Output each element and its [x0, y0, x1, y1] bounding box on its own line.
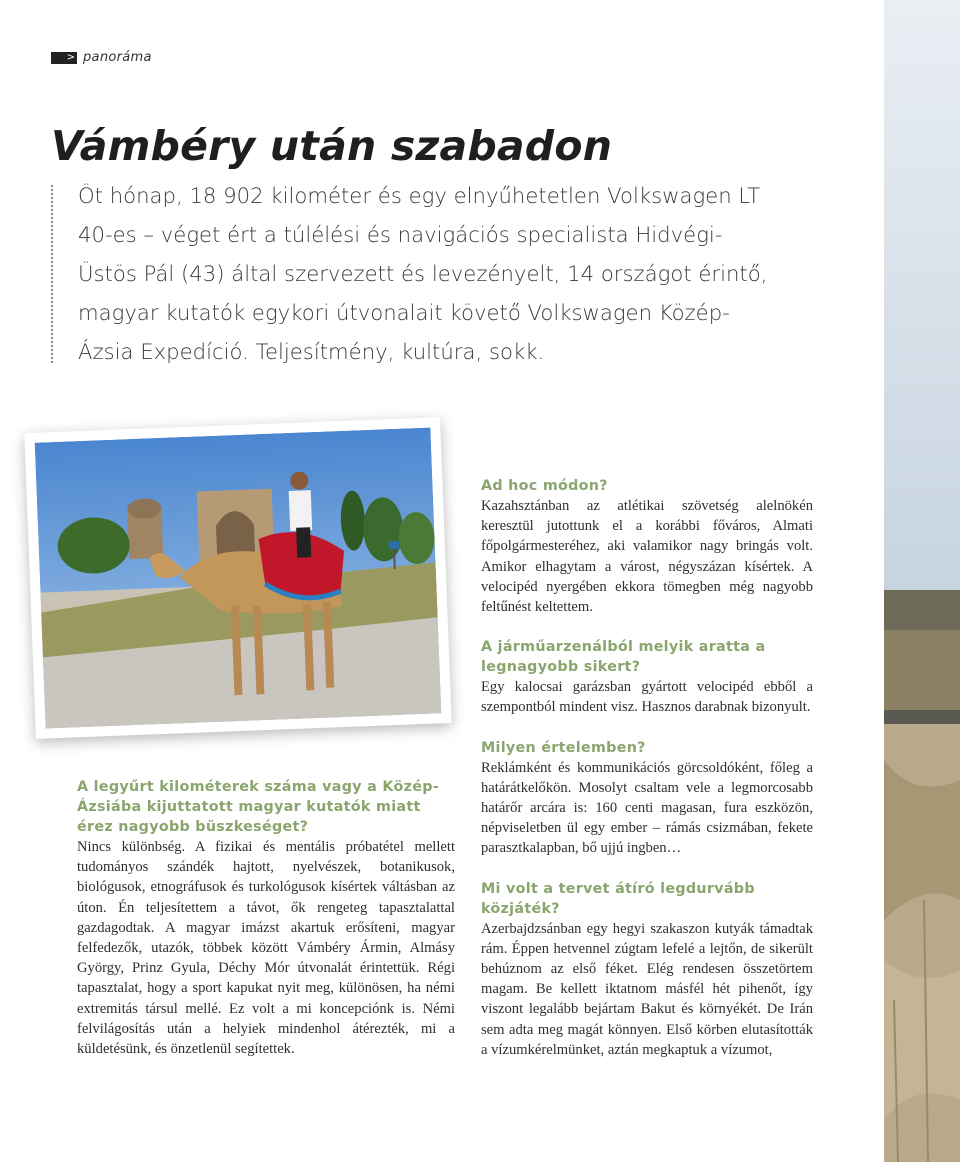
interview-question: A legyűrt kilométerek száma vagy a Közép-Ázsiába kijuttatott magyar kutatók miatt érez nagyobb büszkeséget? [77, 779, 439, 835]
interview-answer: Egy kalocsai garázsban gyártott velocipéd ebből a szempontból mindent visz. Hasznos darabnak bizonyult. [481, 679, 813, 716]
camel-photo-image [35, 428, 442, 729]
interview-answer: Nincs különbség. A fizikai és mentális próbatétel mellett tudományos szándék hajtott, nyelvészek, botanikusok, biológusok, etnográfusok és turkológusok kísértek váltásban az úton. Én teljesítettem a távot, ők rengeteg tapasztalattal gazdagodtak. A magyar imázst akartuk erősíteni, magyar felfedezők, utazók, többek között Vámbéry Ármin, Almásy György, Prinz Gyula, Déchy Mór útvonalát érintettük. Régi tapasztalat, hogy a sport kapukat nyit meg, különösen, ha némi extremitás társul mellé. Ez volt a mi koncepciónk is. Némi felvilágosítás után a helyiek mindenhol átérezték, mi a küldetésünk, és önzetlenül segítettek. [77, 839, 455, 1058]
interview-question: Milyen értelemben? [481, 739, 646, 756]
arrow-tab-icon: > [51, 52, 77, 64]
section-label: panoráma [83, 50, 152, 65]
interview-question: Ad hoc módon? [481, 478, 608, 494]
interview-answer: Reklámként és kommunikációs görcsoldóként, főleg a határátkelőkön. Mosolyt csaltam vele a legmorcosabb határőr arcára is: 160 centi magasan, fura eszközön, népviseletben ül egy ember – rámás csizmában, fekete parasztkalapban, bő ujjú ingben… [481, 759, 813, 857]
section-tag [51, 50, 152, 65]
interview-question: A járműarzenálból melyik aratta a legnagyobb sikert? [481, 639, 766, 676]
interview-answer: Azerbajdzsánban egy hegyi szakaszon kutyák támadtak rám. Éppen hetvennel zúgtam lefelé a lejtőn, de sikerült behúznom az első féket. Elég rendesen összetörtem magam. Be kellett iktatnom másfél hét pihenőt, így viszont legalább bejártam Bakut és környékét. De Irán sem adta meg magát könnyen. Első körben elutasították a vízumkérelmünket, aztán megkaptuk a vízumot, [481, 920, 813, 1058]
interview-question: Mi volt a tervet átíró legdurvább közjáték? [481, 880, 755, 917]
desert-landscape-photo [884, 0, 960, 1162]
interview-column-right [481, 476, 813, 1080]
article-headline: Vámbéry után szabadon [51, 122, 613, 170]
article-lead: Öt hónap, 18 902 kilométer és egy elnyűhetetlen Volkswagen LT 40-es – véget ért a túlélési és navigációs specialista Hidvégi-Üstös Pál (43) által szervezett és levezényelt, 14 országot érintő, magyar kutatók egykori útvonalait követő Volkswagen Közép-Ázsia Expedíció. Teljesítmény, kultúra, sokk. [78, 183, 768, 364]
lead-divider [51, 185, 53, 363]
camel-photo [24, 417, 451, 739]
desert-landscape-image [884, 0, 960, 1162]
interview-column-left [77, 777, 455, 1079]
interview-answer: Kazahsztánban az atlétikai szövetség alelnökén keresztül jutottunk el a korábbi főváros, Almati főpolgármesteréhez, aki valamikor nagy bringás volt. Amikor elhagytam a várost, négyszázan kísértek. A velocipéd nyergében ekkora tömegben még nagyobb feltűnést keltettem. [481, 498, 813, 616]
